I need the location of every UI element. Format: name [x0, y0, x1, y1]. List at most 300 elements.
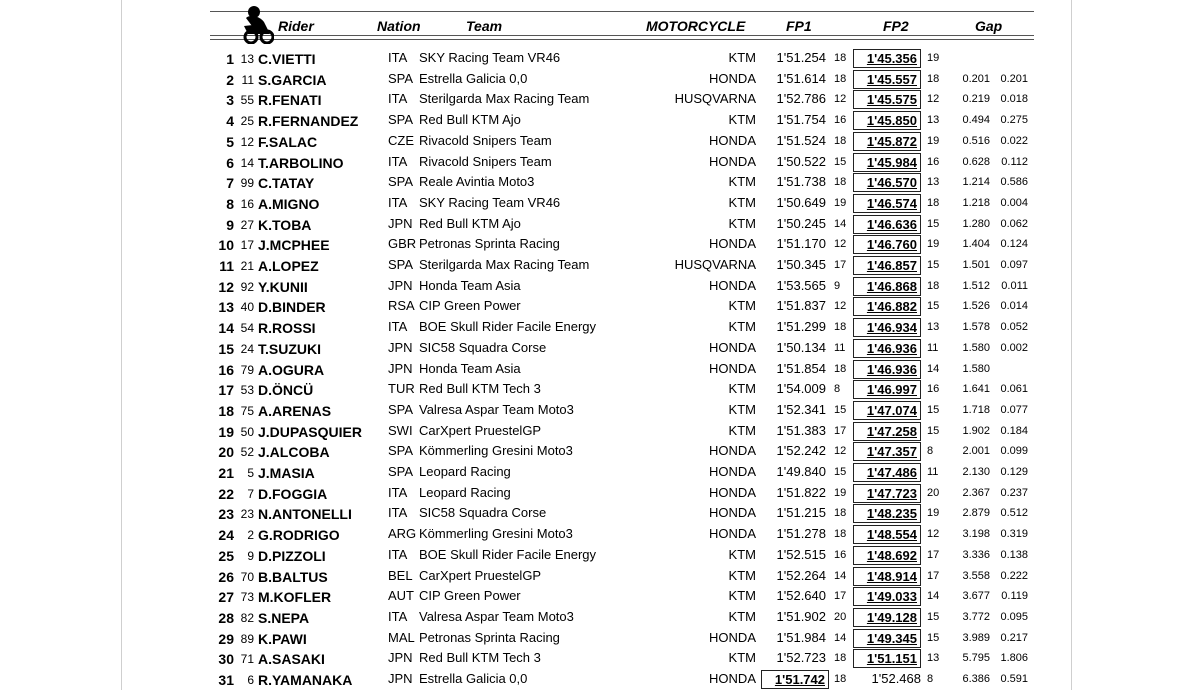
fp2-laps: 14	[927, 590, 940, 603]
fp2-laps: 11	[927, 466, 939, 478]
fp1-laps: 18	[834, 652, 847, 665]
fp1-laps: 18	[834, 52, 847, 64]
team-name: CIP Green Power	[419, 588, 521, 604]
fp2-laps: 15	[927, 403, 940, 416]
team-name: CIP Green Power	[419, 298, 521, 314]
fp2-time: 1'46.882	[853, 297, 921, 316]
nation-code: ITA	[388, 91, 408, 107]
fp2-time: 1'47.486	[853, 463, 921, 482]
motorcycle-make: HONDA	[709, 505, 756, 521]
fp1-time: 1'52.723	[776, 650, 826, 666]
team-name: SKY Racing Team VR46	[419, 50, 561, 65]
position-number: 12	[218, 278, 234, 295]
fp1-time: 1'52.264	[776, 567, 826, 583]
fp2-time: 1'45.575	[853, 90, 921, 109]
header-fp1: FP1	[786, 18, 812, 34]
gap-to-previous: 0.002	[1000, 341, 1028, 354]
team-name: Valresa Aspar Team Moto3	[419, 401, 574, 417]
gap-to-previous: 0.201	[1000, 72, 1028, 85]
position-number: 7	[226, 175, 234, 192]
fp1-laps: 20	[834, 610, 847, 623]
fp2-time: 1'49.128	[853, 608, 921, 627]
fp2-laps: 8	[927, 445, 934, 458]
rider-number: 89	[240, 631, 254, 646]
gap-to-previous: 0.099	[1000, 445, 1028, 458]
rider-number: 54	[240, 321, 254, 336]
fp1-laps: 18	[834, 176, 847, 189]
table-row	[0, 380, 1200, 401]
rider-name: N.ANTONELLI	[258, 506, 352, 523]
rider-name: R.FERNANDEZ	[258, 113, 359, 130]
fp2-time: 1'45.356	[853, 49, 921, 68]
nation-code: ITA	[388, 608, 408, 624]
position-number: 14	[218, 320, 234, 337]
rider-name: C.TATAY	[258, 175, 315, 192]
position-number: 30	[218, 651, 234, 668]
fp1-laps: 16	[834, 114, 847, 127]
motorcycle-make: KTM	[728, 215, 756, 231]
table-row	[0, 525, 1200, 546]
fp2-laps: 12	[927, 93, 940, 106]
motorcycle-make: HONDA	[709, 671, 756, 686]
position-number: 20	[218, 444, 234, 461]
motorcycle-make: HUSQVARNA	[674, 257, 756, 272]
gap-to-previous: 0.237	[1000, 486, 1028, 499]
rider-number: 25	[240, 114, 254, 129]
fp2-laps: 12	[927, 528, 940, 541]
fp2-time: 1'45.984	[853, 153, 921, 172]
fp1-laps: 16	[834, 548, 847, 561]
gap-to-previous: 0.018	[1000, 93, 1028, 106]
nation-code: MAL	[388, 629, 415, 645]
fp2-time: 1'46.934	[853, 318, 921, 337]
fp1-time: 1'50.245	[776, 215, 826, 231]
position-number: 31	[218, 672, 234, 688]
gap-to-first: 6.386	[962, 673, 990, 685]
header-bottom-rule-double	[210, 39, 1034, 40]
fp1-time: 1'53.565	[776, 277, 826, 293]
nation-code: JPN	[388, 277, 413, 293]
team-name: Red Bull KTM Tech 3	[419, 650, 541, 666]
fp1-laps: 14	[834, 569, 847, 582]
rider-name: Y.KUNII	[258, 278, 308, 295]
table-row	[0, 546, 1200, 567]
table-row	[0, 297, 1200, 318]
fp1-laps: 14	[834, 631, 847, 644]
fp2-laps: 17	[927, 548, 940, 561]
team-name: BOE Skull Rider Facile Energy	[419, 319, 597, 335]
fp2-time: 1'47.258	[853, 422, 921, 441]
fp2-laps: 15	[927, 610, 940, 623]
header-team: Team	[466, 18, 503, 34]
fp2-laps: 13	[927, 321, 940, 334]
motorcycle-make: KTM	[728, 194, 756, 210]
table-row	[0, 442, 1200, 463]
fp1-laps: 12	[834, 238, 847, 251]
rider-number: 5	[247, 466, 254, 480]
team-name: SKY Racing Team VR46	[419, 194, 561, 210]
nation-code: SPA	[388, 257, 414, 272]
fp1-time: 1'51.299	[776, 319, 826, 335]
fp2-laps: 16	[927, 383, 940, 396]
nation-code: ARG	[388, 526, 417, 542]
position-number: 3	[226, 92, 234, 109]
nation-code: JPN	[388, 215, 413, 231]
team-name: Valresa Aspar Team Moto3	[419, 608, 574, 624]
nation-code: ITA	[388, 546, 408, 562]
fp1-time: 1'50.345	[776, 257, 826, 272]
fp1-time: 1'51.984	[776, 629, 826, 645]
fp2-laps: 15	[927, 217, 940, 230]
fp2-laps: 14	[927, 362, 940, 375]
motorcycle-make: KTM	[728, 422, 756, 438]
table-row	[0, 194, 1200, 215]
position-number: 5	[226, 133, 234, 150]
fp2-laps: 13	[927, 652, 940, 665]
fp1-laps: 15	[834, 155, 847, 168]
fp2-laps: 8	[927, 673, 934, 685]
fp2-time: 1'46.868	[853, 277, 921, 296]
rider-number: 99	[240, 176, 254, 191]
position-number: 1	[226, 51, 234, 67]
rider-name: D.ÖNCÜ	[258, 382, 314, 399]
rider-name: J.MASIA	[258, 465, 315, 481]
rider-name: R.YAMANAKA	[258, 672, 353, 688]
motorcycle-make: KTM	[728, 401, 756, 417]
position-number: 13	[218, 299, 234, 316]
motorcycle-make: HONDA	[709, 360, 756, 376]
fp2-time: 1'48.914	[853, 567, 921, 586]
team-name: Red Bull KTM Ajo	[419, 215, 521, 231]
rider-number: 71	[240, 652, 254, 667]
fp1-time: 1'51.254	[776, 50, 826, 65]
rider-number: 7	[247, 486, 254, 501]
fp1-time: 1'52.640	[776, 588, 826, 604]
team-name: SIC58 Squadra Corse	[419, 339, 547, 355]
header-gap: Gap	[975, 18, 1003, 34]
gap-to-first: 1.580	[962, 341, 990, 354]
rider-number: 53	[240, 383, 254, 398]
fp1-laps: 19	[834, 486, 847, 499]
fp1-laps: 8	[834, 383, 841, 396]
fp1-time: 1'50.649	[776, 194, 826, 210]
gap-to-previous: 0.586	[1000, 176, 1028, 189]
fp2-time: 1'46.570	[853, 173, 921, 192]
position-number: 15	[218, 340, 234, 357]
gap-to-previous: 0.275	[1000, 114, 1028, 127]
fp2-time: 1'46.857	[853, 256, 921, 275]
nation-code: JPN	[388, 339, 413, 355]
team-name: Leopard Racing	[419, 464, 511, 479]
motorcycle-make: HONDA	[709, 443, 756, 459]
gap-to-first: 1.578	[962, 321, 990, 334]
fp1-laps: 11	[834, 341, 846, 354]
rider-number: 79	[240, 362, 254, 377]
fp1-time: 1'49.840	[776, 464, 826, 479]
team-name: Honda Team Asia	[419, 360, 521, 376]
gap-to-first: 2.130	[962, 466, 990, 478]
rider-name: K.TOBA	[258, 216, 312, 233]
position-number: 25	[218, 547, 234, 564]
rider-name: R.FENATI	[258, 92, 322, 109]
gap-to-first: 2.001	[962, 445, 990, 458]
gap-to-previous: 0.097	[1000, 259, 1028, 271]
fp2-time: 1'46.574	[853, 194, 921, 213]
rider-number: 6	[247, 673, 254, 687]
fp2-time: 1'46.760	[853, 235, 921, 254]
position-number: 10	[218, 237, 234, 254]
gap-to-previous: 0.061	[1000, 383, 1028, 396]
position-number: 16	[218, 361, 234, 378]
fp1-laps: 14	[834, 217, 847, 230]
nation-code: ITA	[388, 50, 408, 65]
fp2-time: 1'48.554	[853, 525, 921, 544]
position-number: 11	[219, 258, 234, 274]
nation-code: SPA	[388, 70, 414, 86]
fp2-laps: 19	[927, 507, 940, 520]
fp2-time: 1'47.723	[853, 484, 921, 503]
rider-number: 24	[240, 341, 254, 356]
motorcycle-make: HONDA	[709, 484, 756, 500]
gap-to-previous: 0.014	[1000, 300, 1028, 313]
rider-name: R.ROSSI	[258, 320, 316, 337]
gap-to-first: 0.494	[962, 114, 990, 127]
fp1-laps: 15	[834, 466, 847, 478]
team-name: CarXpert PruestelGP	[419, 422, 542, 438]
fp2-time: 1'49.345	[853, 629, 921, 648]
motorcycle-make: HONDA	[709, 277, 756, 293]
gap-to-previous: 0.129	[1000, 466, 1028, 478]
fp2-laps: 13	[927, 114, 940, 127]
gap-to-first: 3.558	[962, 569, 990, 582]
team-name: Leopard Racing	[419, 484, 511, 500]
position-number: 17	[218, 382, 234, 399]
gap-to-first: 1.214	[962, 176, 990, 189]
rider-number: 40	[240, 300, 254, 315]
team-name: Reale Avintia Moto3	[419, 174, 535, 190]
table-row	[0, 567, 1200, 588]
fp1-time: 1'50.522	[776, 153, 826, 169]
header-rider: Rider	[278, 18, 314, 34]
nation-code: JPN	[388, 360, 413, 376]
fp2-laps: 13	[927, 176, 940, 189]
gap-to-previous: 0.591	[1000, 673, 1028, 685]
table-row	[0, 132, 1200, 153]
motorcycle-make: HONDA	[709, 526, 756, 542]
fp2-laps: 18	[927, 279, 940, 292]
table-row	[0, 360, 1200, 381]
nation-code: SPA	[388, 443, 414, 459]
position-number: 29	[218, 630, 234, 647]
position-number: 24	[218, 527, 234, 544]
nation-code: ITA	[388, 484, 408, 500]
fp1-time: 1'51.215	[776, 505, 826, 521]
fp2-time: 1'47.357	[853, 442, 921, 461]
fp1-time: 1'51.822	[776, 484, 826, 500]
rider-name: S.NEPA	[258, 609, 310, 626]
table-row	[0, 235, 1200, 256]
gap-to-previous: 0.112	[1001, 155, 1028, 168]
fp2-time: 1'46.936	[853, 360, 921, 379]
fp1-laps: 18	[834, 321, 847, 334]
position-number: 22	[218, 485, 234, 502]
table-row	[0, 422, 1200, 443]
gap-to-first: 1.280	[962, 217, 990, 230]
fp2-laps: 18	[927, 72, 940, 85]
fp2-laps: 15	[927, 300, 940, 313]
nation-code: CZE	[388, 132, 414, 148]
fp2-time: 1'49.033	[853, 587, 921, 606]
fp1-time: 1'52.515	[776, 546, 826, 562]
fp1-laps: 17	[834, 259, 847, 271]
gap-to-previous: 0.319	[1000, 528, 1028, 541]
rider-number: 14	[240, 155, 254, 170]
gap-to-first: 1.218	[962, 196, 990, 209]
fp1-laps: 15	[834, 403, 847, 416]
gap-to-previous: 0.022	[1000, 134, 1028, 147]
rider-name: A.ARENAS	[258, 402, 332, 419]
fp1-time: 1'52.786	[776, 91, 826, 107]
table-row	[0, 504, 1200, 525]
motorcycle-make: HONDA	[709, 70, 756, 86]
fp2-time: 1'46.636	[853, 215, 921, 234]
fp2-laps: 20	[927, 486, 940, 499]
table-row	[0, 49, 1200, 70]
fp1-laps: 18	[834, 673, 847, 685]
nation-code: SPA	[388, 401, 414, 417]
team-name: Estrella Galicia 0,0	[419, 70, 528, 86]
fp1-laps: 18	[834, 134, 847, 147]
gap-to-first: 0.201	[962, 72, 990, 85]
fp2-laps: 19	[927, 52, 940, 64]
gap-to-previous: 0.222	[1000, 569, 1028, 582]
header-top-rule	[210, 11, 1034, 12]
gap-to-first: 1.580	[962, 362, 990, 375]
fp1-laps: 12	[834, 93, 847, 106]
table-row	[0, 318, 1200, 339]
gap-to-previous: 0.138	[1000, 548, 1028, 561]
rider-name: A.LOPEZ	[258, 258, 319, 274]
fp1-time: 1'51.837	[776, 298, 826, 314]
gap-to-first: 1.902	[962, 424, 990, 437]
team-name: Honda Team Asia	[419, 277, 521, 293]
team-name: Red Bull KTM Tech 3	[419, 381, 541, 397]
gap-to-first: 5.795	[962, 652, 990, 665]
rider-name: C.VIETTI	[258, 51, 316, 67]
fp2-time: 1'52.468	[871, 671, 921, 686]
fp2-laps: 11	[927, 341, 939, 354]
table-row	[0, 587, 1200, 608]
fp2-laps: 15	[927, 259, 940, 271]
nation-code: JPN	[388, 650, 413, 666]
gap-to-previous: 0.124	[1000, 238, 1028, 251]
gap-to-previous: 0.062	[1000, 217, 1028, 230]
position-number: 28	[218, 609, 234, 626]
fp2-time: 1'45.850	[853, 111, 921, 130]
gap-to-first: 3.772	[962, 610, 990, 623]
team-name: Sterilgarda Max Racing Team	[419, 91, 590, 107]
nation-code: ITA	[388, 194, 408, 210]
fp1-laps: 17	[834, 590, 847, 603]
gap-to-first: 1.404	[962, 238, 990, 251]
rider-number: 23	[240, 507, 254, 522]
gap-to-first: 3.336	[962, 548, 990, 561]
rider-number: 73	[240, 590, 254, 605]
table-row	[0, 649, 1200, 670]
motorcycle-make: HONDA	[709, 153, 756, 169]
rider-name: G.RODRIGO	[258, 527, 340, 544]
gap-to-previous: 0.077	[1000, 403, 1028, 416]
nation-code: SPA	[388, 464, 414, 479]
rider-name: F.SALAC	[258, 133, 318, 150]
rider-number: 21	[240, 259, 254, 273]
fp2-time: 1'45.872	[853, 132, 921, 151]
fp2-laps: 18	[927, 196, 940, 209]
gap-to-first: 0.628	[962, 155, 990, 168]
rider-name: D.FOGGIA	[258, 485, 328, 502]
rider-number: 11	[241, 72, 254, 87]
position-number: 4	[226, 113, 234, 130]
table-row	[0, 463, 1200, 484]
motorcycle-make: KTM	[728, 588, 756, 604]
motorcycle-make: KTM	[728, 650, 756, 666]
fp1-time: 1'51.738	[776, 174, 826, 190]
fp2-laps: 15	[927, 424, 940, 437]
gap-to-first: 3.198	[962, 528, 990, 541]
position-number: 9	[226, 216, 234, 233]
rider-number: 9	[247, 548, 254, 563]
position-number: 8	[226, 195, 234, 212]
rider-name: T.ARBOLINO	[258, 154, 344, 171]
rider-name: D.PIZZOLI	[258, 547, 326, 564]
position-number: 2	[226, 71, 234, 88]
rider-name: J.DUPASQUIER	[258, 423, 362, 440]
fp1-time: 1'50.134	[776, 339, 826, 355]
rider-name: K.PAWI	[258, 630, 307, 647]
header-fp2: FP2	[883, 18, 909, 34]
fp2-laps: 19	[927, 134, 940, 147]
rider-name: M.KOFLER	[258, 589, 332, 606]
fp1-time: 1'51.742	[761, 670, 829, 689]
rider-name: T.SUZUKI	[258, 340, 321, 357]
fp1-time: 1'51.902	[776, 608, 826, 624]
rider-name: A.MIGNO	[258, 195, 320, 212]
rider-number: 75	[240, 403, 254, 418]
rider-name: A.OGURA	[258, 361, 325, 378]
gap-to-first: 1.501	[962, 259, 990, 271]
rider-name: J.MCPHEE	[258, 237, 330, 254]
gap-to-first: 2.879	[962, 507, 990, 520]
fp1-time: 1'51.278	[776, 526, 826, 542]
fp1-time: 1'54.009	[776, 381, 826, 397]
nation-code: ITA	[388, 153, 408, 169]
table-row	[0, 111, 1200, 132]
gap-to-previous: 0.052	[1000, 321, 1028, 334]
position-number: 6	[226, 154, 234, 171]
rider-number: 50	[240, 424, 254, 439]
fp1-time: 1'51.383	[776, 422, 826, 438]
gap-to-first: 3.989	[962, 631, 990, 644]
rider-number: 2	[247, 528, 254, 543]
motorcycle-make: KTM	[728, 319, 756, 335]
nation-code: ITA	[388, 505, 408, 521]
fp2-laps: 19	[927, 238, 940, 251]
motorcycle-make: HONDA	[709, 629, 756, 645]
fp1-laps: 18	[834, 72, 847, 85]
table-row	[0, 629, 1200, 650]
gap-to-first: 1.641	[962, 383, 990, 396]
table-row	[0, 215, 1200, 236]
